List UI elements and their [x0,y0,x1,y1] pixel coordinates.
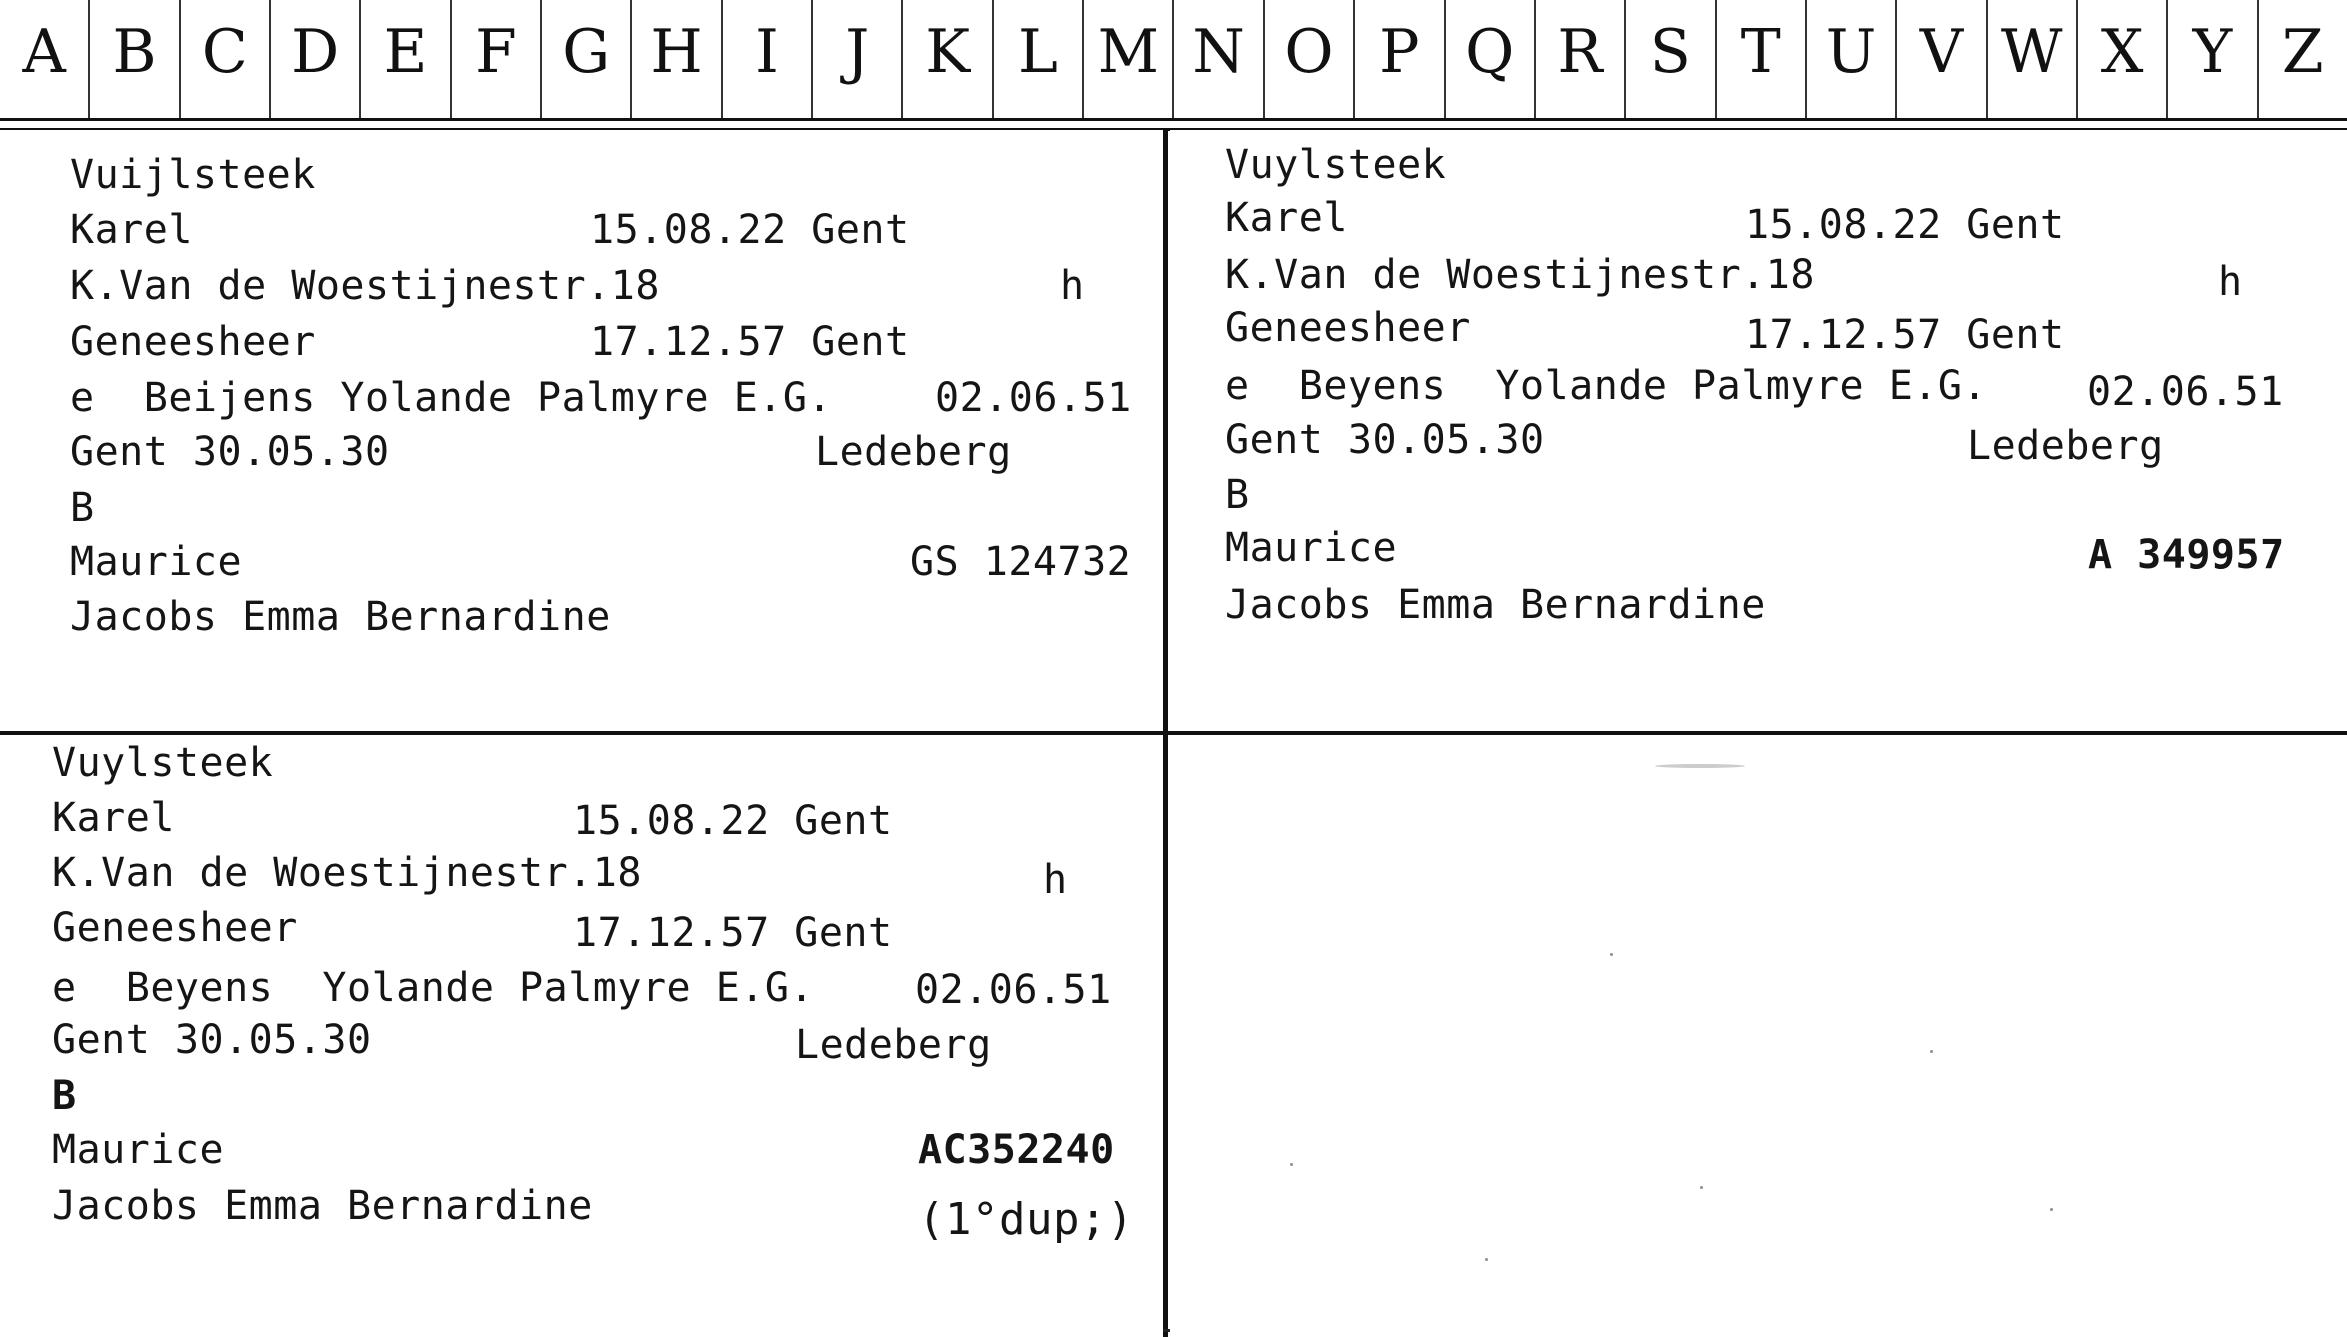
marriage-date: 02.06.51 [935,375,1132,421]
surname: Vuylsteek [1225,142,1447,188]
alpha-letter-v[interactable]: V [1897,0,1987,118]
birth-date-place: 15.08.22 Gent [590,207,910,253]
alpha-letter-x[interactable]: X [2078,0,2168,118]
first-name: Karel [52,795,175,841]
profession-date: 17.12.57 Gent [1745,312,2065,358]
scan-speck [2050,1208,2053,1211]
alpha-letter-a[interactable]: A [0,0,90,118]
alpha-letter-b[interactable]: B [90,0,180,118]
alpha-letter-j[interactable]: J [813,0,903,118]
alpha-letter-e[interactable]: E [361,0,451,118]
alpha-letter-f[interactable]: F [452,0,542,118]
marriage-date: 02.06.51 [915,967,1112,1013]
record-card-bottom-left[interactable] [0,738,1163,1337]
alpha-letter-k[interactable]: K [903,0,993,118]
spouse: e Beyens Yolande Palmyre E.G. [1225,363,1988,409]
alpha-letter-t[interactable]: T [1717,0,1807,118]
code-b: B [1225,472,1250,518]
document-number: GS 124732 [910,539,1132,585]
alpha-letter-u[interactable]: U [1807,0,1897,118]
mother-name: Jacobs Emma Bernardine [1225,582,1766,628]
first-name: Karel [1225,195,1348,241]
scan-speck [1700,1186,1703,1189]
alpha-letter-w[interactable]: W [1988,0,2078,118]
address-code: h [1043,857,1068,903]
code-b: B [70,485,95,531]
spouse-place: Ledeberg [815,429,1012,475]
profession: Geneesheer [52,905,298,951]
alpha-letter-c[interactable]: C [181,0,271,118]
birth-date-place: 15.08.22 Gent [573,798,893,844]
document-number: A 349957 [2088,532,2285,578]
address-code: h [2218,259,2243,305]
surname: Vuijlsteek [70,152,316,198]
scan-speck [1290,1163,1293,1166]
alpha-letter-y[interactable]: Y [2168,0,2258,118]
spouse: e Beyens Yolande Palmyre E.G. [52,965,815,1011]
address: K.Van de Woestijnestr.18 [52,850,642,896]
alpha-letter-i[interactable]: I [723,0,813,118]
alpha-letter-g[interactable]: G [542,0,632,118]
scan-speck [1610,953,1613,956]
father-name: Maurice [70,539,243,585]
surname: Vuylsteek [52,740,274,786]
spouse-place: Ledeberg [795,1022,992,1068]
alpha-letter-p[interactable]: P [1355,0,1445,118]
duplicate-note: (1°dup;) [918,1194,1134,1245]
record-card-top-left[interactable] [0,130,1163,731]
document-number: AC352240 [918,1127,1115,1173]
code-b: B [52,1073,77,1119]
alpha-letter-d[interactable]: D [271,0,361,118]
alphabet-index-bar [0,0,2347,121]
record-card-bottom-right-empty [1170,738,2347,1337]
record-card-top-right[interactable] [1170,130,2347,731]
birth-date-place: 15.08.22 Gent [1745,202,2065,248]
alpha-letter-s[interactable]: S [1626,0,1716,118]
profession-date: 17.12.57 Gent [573,910,893,956]
spouse: e Beijens Yolande Palmyre E.G. [70,375,833,421]
spouse-place: Ledeberg [1967,423,2164,469]
alpha-letter-z[interactable]: Z [2281,17,2324,87]
alpha-letter-h[interactable]: H [632,0,722,118]
address: K.Van de Woestijnestr.18 [70,263,660,309]
alpha-letter-l[interactable]: L [994,0,1084,118]
spouse-birth: Gent 30.05.30 [1225,417,1545,463]
profession: Geneesheer [1225,305,1471,351]
alpha-letter-n[interactable]: N [1174,0,1264,118]
marriage-date: 02.06.51 [2087,369,2284,415]
father-name: Maurice [1225,525,1398,571]
first-name: Karel [70,207,193,253]
scan-speck [1485,1258,1488,1261]
spouse-birth: Gent 30.05.30 [70,429,390,475]
mother-name: Jacobs Emma Bernardine [52,1183,593,1229]
alpha-letter-m[interactable]: M [1084,0,1174,118]
scan-speck [1930,1050,1933,1053]
alpha-letter-o[interactable]: O [1265,0,1355,118]
alpha-letter-r[interactable]: R [1536,0,1626,118]
father-name: Maurice [52,1127,225,1173]
address: K.Van de Woestijnestr.18 [1225,252,1815,298]
address-code: h [1060,263,1085,309]
profession: Geneesheer [70,319,316,365]
profession-date: 17.12.57 Gent [590,319,910,365]
grid-line-horizontal [0,731,2347,735]
scan-smudge [1655,764,1745,768]
mother-name: Jacobs Emma Bernardine [70,594,611,640]
alpha-letter-q[interactable]: Q [1446,0,1536,118]
spouse-birth: Gent 30.05.30 [52,1017,372,1063]
